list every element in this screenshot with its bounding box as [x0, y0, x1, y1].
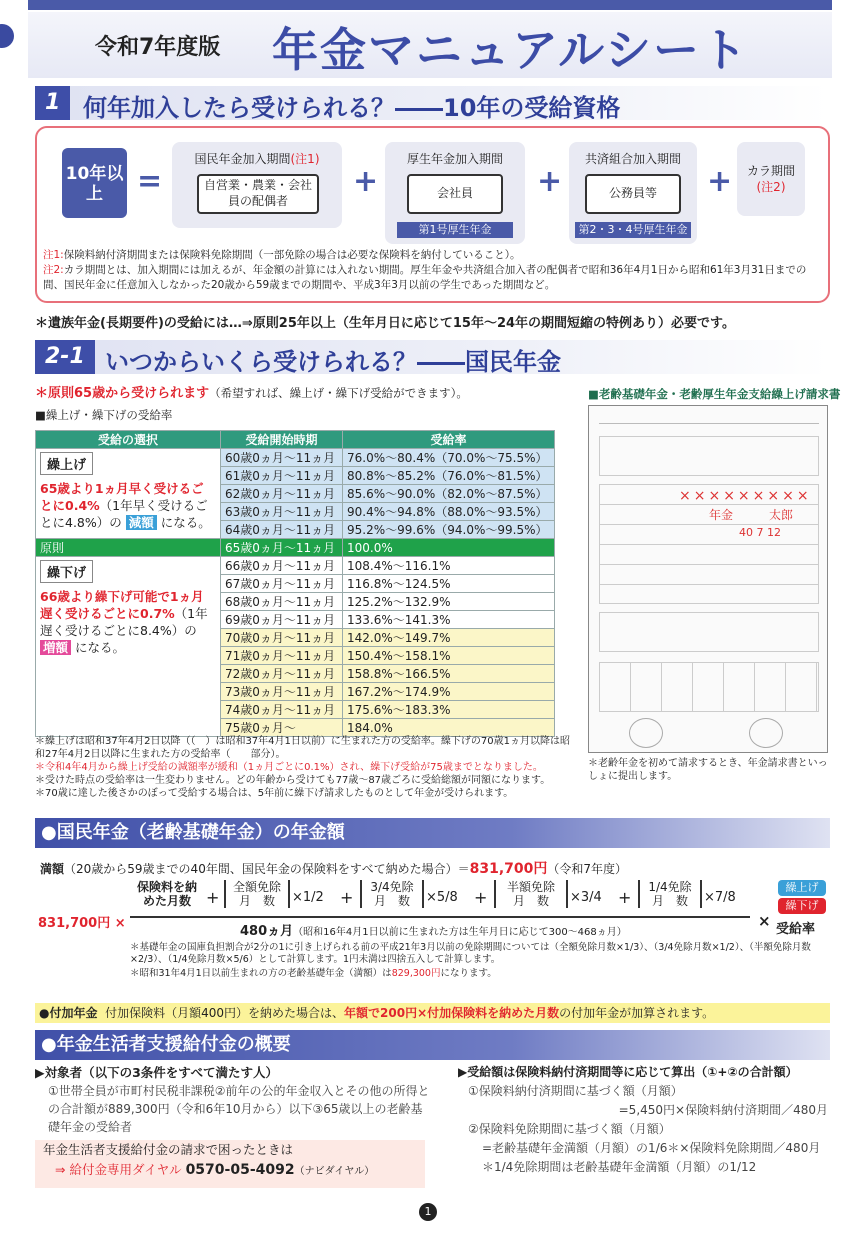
principle-cell: 原則: [36, 539, 221, 557]
denominator-note: （昭和16年4月1日以前に生まれた方は生年月日に応じて300〜468ヵ月）: [293, 927, 627, 938]
full-amount: 831,700円: [469, 861, 548, 877]
ten-years-badge: 10年以上: [62, 148, 127, 218]
late-desc2: （1年遅く受けるごとに8.4%）の: [40, 606, 208, 638]
table-row: 108.4%〜116.1%: [343, 557, 555, 575]
welfare-body: 会社員: [407, 174, 503, 214]
form-note: ＊老齢年金を初めて請求するとき、年金請求書といっしょに提出します。: [588, 758, 828, 782]
formula-lhs: 831,700円 ×: [38, 916, 126, 931]
th-start: 受給開始時期: [221, 431, 343, 449]
mult-half: ×1/2: [292, 890, 324, 905]
formula-note-2: ＊昭和31年4月1日以前生まれの方の老齢基礎年金（満額）は: [130, 968, 392, 979]
table-row: 61歳0ヵ月〜11ヵ月: [221, 467, 343, 485]
mutual-block: [569, 142, 697, 244]
section-2-header: [35, 340, 828, 374]
amount-heading: ▶受給額は保険料納付済期間等に応じて算出（①+②の合計額）: [458, 1065, 798, 1079]
national-pension-block: [172, 142, 342, 228]
section-title: いつからいくら受けられる？――国民年金: [105, 348, 561, 376]
table-row: 67歳0ヵ月〜11ヵ月: [221, 575, 343, 593]
denominator: 480ヵ月: [240, 924, 294, 939]
national-body: 自営業・農業・会社員の配偶者: [197, 174, 319, 214]
table-row: 100.0%: [343, 539, 555, 557]
term-bottom: 月 数: [373, 894, 410, 908]
welfare-title: 厚生年金加入期間: [406, 152, 503, 166]
note1-label: 注1:: [43, 249, 64, 261]
table-row: 116.8%〜124.5%: [343, 575, 555, 593]
early-cell: [36, 449, 221, 539]
early-badge: 繰上げ: [778, 880, 826, 896]
top-bar: [28, 0, 832, 10]
mult-3-4: ×3/4: [570, 890, 602, 905]
kara-note: (注2): [756, 180, 786, 194]
table-row: 125.2%〜132.9%: [343, 593, 555, 611]
mutual-body: 公務員等: [585, 174, 681, 214]
table-row: 90.4%〜94.8%（88.0%〜93.5%）: [343, 503, 555, 521]
addon-label: ●付加年金: [39, 1006, 98, 1020]
amount-2-formula: =老齢基礎年金満額（月額）の1/6＊×保険料免除期間／480月: [482, 1141, 821, 1155]
amount-note: ＊1/4免除期間は老齢基礎年金満額（月額）の1/12: [482, 1160, 757, 1174]
table-row: 142.0%〜149.7%: [343, 629, 555, 647]
table-row: 74歳0ヵ月〜11ヵ月: [221, 701, 343, 719]
kara-block: [737, 142, 805, 216]
table-note: ＊繰上げは昭和37年4月2日以降（（ ）は昭和37年4月1日以前）に生まれた方の受給率。繰下げの70歳1ヵ月以降は昭和27年4月2日以降に生まれた方の受給率（ 部分）。: [35, 736, 570, 760]
addon-text1: 付加保険料（月額400円）を納めた場合は、: [105, 1006, 345, 1020]
early-end: になる。: [160, 515, 211, 530]
lead-text: ＊原則65歳から受けられます: [35, 386, 210, 401]
year-label: 令和7年度版: [95, 35, 221, 60]
th-rate: 受給率: [343, 431, 555, 449]
note1: 保険料納付済期間または保険料免除期間（一部免除の場合は必要な保険料を納付していること）。: [63, 249, 521, 261]
plus-sign: +: [206, 888, 220, 907]
table-row: 66歳0ヵ月〜11ヵ月: [221, 557, 343, 575]
quarter-exempt-term: [638, 880, 702, 908]
eligibility-box: [35, 126, 830, 303]
increase-tag: 増額: [40, 640, 71, 655]
target-text: ①世帯全員が市町村民税非課税②前年の公的年金収入とその他の所得との合計額が889,300円（令和6年10月から）以下③65歳以上の老齢基礎年金の受給者: [48, 1084, 430, 1134]
table-row: 150.4%〜158.1%: [343, 647, 555, 665]
late-cell: [36, 557, 221, 737]
amount-2: ②保険料免除期間に基づく額（月額）: [468, 1122, 671, 1136]
table-row: 63歳0ヵ月〜11ヵ月: [221, 503, 343, 521]
help-box: [35, 1140, 425, 1188]
table-row: 70歳0ヵ月〜11ヵ月: [221, 629, 343, 647]
table-row: 167.2%〜174.9%: [343, 683, 555, 701]
table-row: 85.6%〜90.0%（82.0%〜87.5%）: [343, 485, 555, 503]
th-choice: 受給の選択: [36, 431, 221, 449]
late-badge: 繰下げ: [778, 898, 826, 914]
target-heading: ▶対象者（以下の3条件をすべて満たす人）: [35, 1065, 279, 1080]
page-marker-icon: [0, 24, 14, 48]
page-number: 1: [419, 1203, 437, 1221]
table-row: 76.0%〜80.4%（70.0%〜75.5%）: [343, 449, 555, 467]
table-row: 72歳0ヵ月〜11ヵ月: [221, 665, 343, 683]
term-bottom: 月 数: [238, 894, 275, 908]
table-row: 71歳0ヵ月〜11ヵ月: [221, 647, 343, 665]
plus-sign: +: [340, 888, 354, 907]
full-label: 満額: [40, 862, 65, 876]
early-desc2: （1年早く受けるごとに4.8%）の: [40, 498, 208, 530]
addon-text3: の付加年金が加算されます。: [559, 1006, 715, 1020]
section-title: 何年加入したら受けられる？――10年の受給資格: [83, 94, 621, 122]
table-row: 158.8%〜166.5%: [343, 665, 555, 683]
term-top: 3/4免除: [370, 880, 414, 894]
three-quarter-term: [360, 880, 424, 908]
lead-sub: （希望すれば、繰上げ・繰下げ受給ができます）。: [209, 386, 468, 400]
mult-7-8: ×7/8: [704, 890, 736, 905]
paid-months: 保険料を納めた月数: [136, 880, 197, 908]
national-note: (注1): [290, 152, 320, 166]
national-title: 国民年金加入期間: [194, 152, 291, 166]
rate-table: [35, 430, 555, 737]
table-caption: ■繰上げ・繰下げの受給率: [35, 408, 173, 422]
rate-label: 受給率: [776, 922, 816, 937]
form-caption: ■老齢基礎年金・老齢厚生年金支給繰上げ請求書: [588, 387, 841, 401]
late-desc1: 66歳より繰下げ可能で1ヵ月遅く受けるごとに0.7%: [40, 589, 204, 621]
plus-sign: +: [474, 888, 488, 907]
table-row: 69歳0ヵ月〜11ヵ月: [221, 611, 343, 629]
early-desc1: 65歳より1ヵ月早く受けるごとに0.4%: [40, 481, 204, 513]
plus-sign: +: [707, 164, 733, 199]
plus-sign: +: [353, 164, 379, 199]
reduction-tag: 減額: [126, 515, 157, 530]
form-name-b: 太郎: [769, 508, 794, 522]
late-label: 繰下げ: [40, 560, 93, 583]
full-desc: （20歳から59歳までの40年間、国民年金の保険料をすべて納めた場合）＝: [64, 862, 470, 876]
basic-pension-header: ●国民年金（老齢基礎年金）の年金額: [35, 818, 830, 848]
full-exempt-term: [224, 880, 290, 908]
times-sign: ×: [758, 912, 771, 930]
page-title: 年金マニュアルシート: [272, 23, 750, 77]
kara-title: カラ期間: [746, 164, 795, 178]
request-form-image: ××××××××× 年金 太郎 40 7 12: [588, 405, 828, 753]
fraction-line: [130, 916, 750, 918]
equals-sign: =: [137, 164, 163, 199]
amount-1-formula: =5,450円×保険料納付済期間／480月: [618, 1103, 828, 1117]
plus-sign: +: [618, 888, 632, 907]
late-end: になる。: [75, 640, 126, 655]
table-row: 65歳0ヵ月〜11ヵ月: [221, 539, 343, 557]
table-note: ＊令和4年4月から繰上げ受給の減額率が緩和（1ヵ月ごとに0.1%）され、繰下げ受給が75歳までとなりました。: [35, 762, 543, 773]
addon-pension-bar: [35, 1003, 830, 1023]
term-bottom: 月 数: [651, 894, 688, 908]
section-number: 2-1: [35, 340, 95, 374]
table-row: 95.2%〜99.6%（94.0%〜99.5%）: [343, 521, 555, 539]
amount-1: ①保険料納付済期間に基づく額（月額）: [468, 1084, 683, 1098]
mult-5-8: ×5/8: [426, 890, 458, 905]
table-row: 60歳0ヵ月〜11ヵ月: [221, 449, 343, 467]
table-row: 80.8%〜85.2%（76.0%〜81.5%）: [343, 467, 555, 485]
table-row: 73歳0ヵ月〜11ヵ月: [221, 683, 343, 701]
formula-note-1: ＊基礎年金の国庫負担割合が2分の1に引き上げられる前の平成21年3月以前の免除期間については（全額免除月数×1/3）、（3/4免除月数×1/2）、（半額免除月数×2/3）、（1/4免除月数×5/6）として計算します。1円未満は四捨五入して計算します。: [130, 942, 811, 965]
table-note: ＊70歳に達した後さかのぼって受給する場合は、5年前に繰下げ請求したものとして年金が受けられます。: [35, 788, 514, 799]
dial-sub: （ナビダイヤル）: [294, 1166, 375, 1177]
mutual-title: 共済組合加入期間: [584, 152, 681, 166]
form-name-a: 年金: [709, 508, 734, 522]
mutual-tag: 第2・3・4号厚生年金: [575, 222, 691, 238]
formula-note-2-end: になります。: [440, 968, 497, 979]
table-row: 62歳0ヵ月〜11ヵ月: [221, 485, 343, 503]
term-top: 半額免除: [506, 880, 555, 894]
table-row: 64歳0ヵ月〜11ヵ月: [221, 521, 343, 539]
table-row: 133.6%〜141.3%: [343, 611, 555, 629]
dial-number[interactable]: 0570-05-4092: [185, 1162, 295, 1178]
survivor-note: ＊遺族年金(長期要件)の受給には…⇒原則25年以上（生年月日に応じて15年〜24年の期間短縮の特例あり）必要です。: [35, 316, 736, 331]
welfare-tag: 第1号厚生年金: [397, 222, 513, 238]
term-bottom: 月 数: [512, 894, 549, 908]
note2: カラ期間とは、加入期間には加えるが、年金額の計算には入れない期間。厚生年金や共済組合加入者の配偶者で昭和36年4月1日から昭和61年3月31日までの間、国民年金に任意加入しなかった20歳から59歳までの期間や、平成3年3月以前の学生であった期間など。: [43, 264, 807, 291]
half-exempt-term: [494, 880, 568, 908]
table-note: ＊受けた時点の受給率は一生変わりません。どの年齢から受けても77歳〜87歳ごろに受給総額が同額になります。: [35, 775, 551, 786]
early-label: 繰上げ: [40, 452, 93, 475]
table-row: 68歳0ヵ月〜11ヵ月: [221, 593, 343, 611]
term-top: 1/4免除: [648, 880, 692, 894]
table-row: 184.0%: [343, 719, 555, 737]
welfare-block: [385, 142, 525, 244]
section-1-header: [35, 86, 828, 120]
term-top: 全額免除: [232, 880, 281, 894]
support-benefit-header: ●年金生活者支援給付金の概要: [35, 1030, 830, 1060]
form-date: 40 7 12: [739, 526, 781, 539]
addon-text2: 年額で200円×付加保険料を納めた月数: [344, 1006, 560, 1020]
note2-label: 注2:: [43, 264, 64, 276]
section-number: 1: [35, 86, 70, 120]
dial-prefix: ⇒ 給付金専用ダイヤル: [55, 1162, 182, 1177]
table-row: 175.6%〜183.3%: [343, 701, 555, 719]
help-text: 年金生活者支援給付金の請求で困ったときは: [43, 1142, 294, 1157]
table-row: 75歳0ヵ月〜: [221, 719, 343, 737]
old-full-amount: 829,300円: [391, 968, 441, 979]
full-year: （令和7年度）: [547, 862, 627, 876]
plus-sign: +: [537, 164, 563, 199]
